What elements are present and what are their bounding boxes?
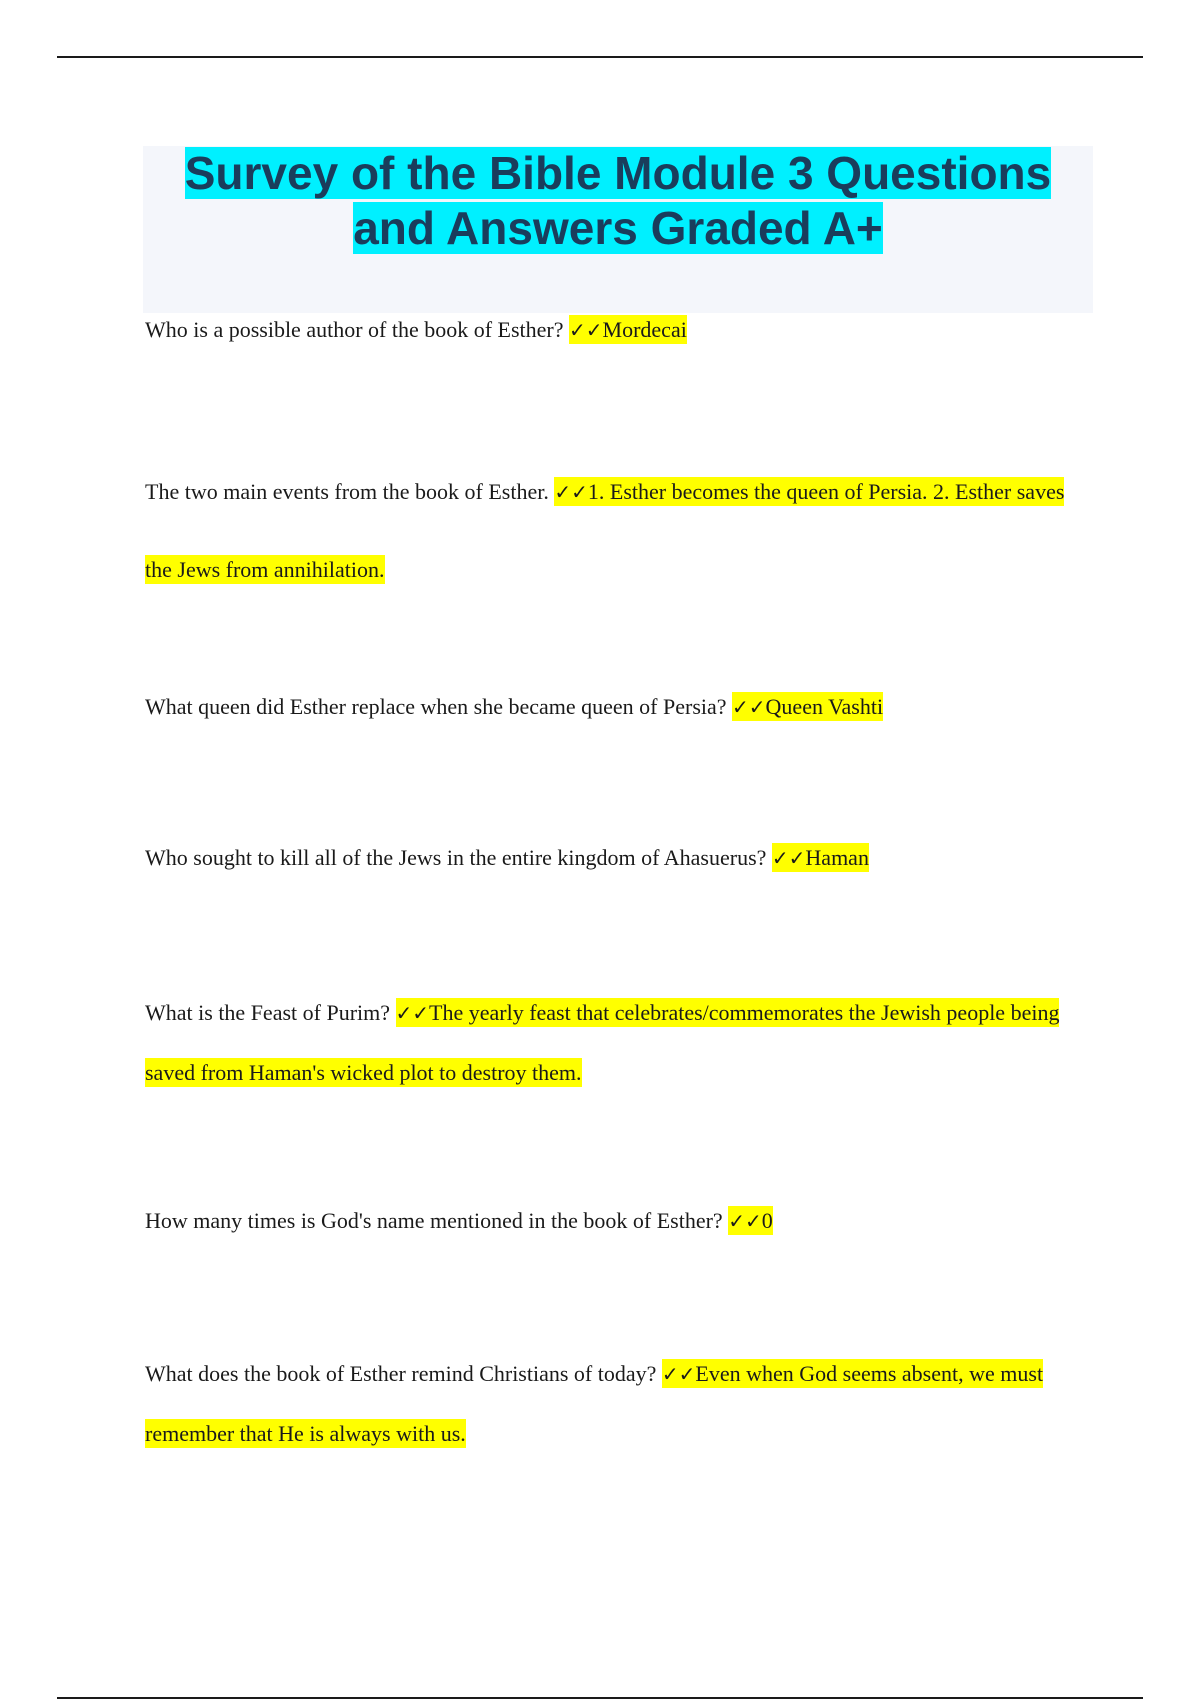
answer-text: 0 — [761, 1208, 773, 1233]
answer-text: Even when God seems absent, we must remember that He is always with us. — [145, 1361, 1044, 1446]
double-check-icon: ✓✓ — [569, 318, 603, 342]
answer-text: Haman — [805, 845, 869, 870]
answer-highlight — [772, 843, 869, 872]
question-text: The two main events from the book of Esther. — [145, 479, 549, 504]
qa-item-6 — [145, 1191, 1085, 1251]
title-block — [143, 146, 1093, 313]
double-check-icon: ✓✓ — [732, 695, 766, 719]
footer-rule — [57, 1697, 1143, 1699]
question-text: What queen did Esther replace when she became queen of Persia? — [145, 694, 727, 719]
qa-item-3 — [145, 677, 1085, 737]
qa-item-2 — [145, 453, 1085, 608]
double-check-icon: ✓✓ — [728, 1209, 762, 1233]
qa-item-7 — [145, 1344, 1085, 1464]
question-text: What does the book of Esther remind Christians of today? — [145, 1361, 657, 1386]
question-text: What is the Feast of Purim? — [145, 1000, 391, 1025]
header-rule — [57, 56, 1143, 58]
document-title-line-2: and Answers Graded A+ — [353, 202, 883, 254]
qa-item-5 — [145, 983, 1085, 1103]
double-check-icon: ✓✓ — [554, 480, 588, 504]
answer-highlight — [569, 315, 687, 344]
qa-item-4 — [145, 828, 1085, 888]
answer-text: Queen Vashti — [765, 694, 884, 719]
answer-text: Mordecai — [602, 317, 687, 342]
document-title-line-1: Survey of the Bible Module 3 Questions — [184, 147, 1052, 199]
answer-highlight — [728, 1206, 773, 1235]
double-check-icon: ✓✓ — [661, 1362, 696, 1386]
qa-item-1 — [145, 300, 1085, 360]
double-check-icon: ✓✓ — [395, 1001, 430, 1025]
question-text: How many times is God's name mentioned in the book of Esther? — [145, 1208, 723, 1233]
answer-text: 1. Esther becomes the queen of Persia. 2. Esther saves the Jews from annihilation. — [145, 479, 1065, 582]
question-text: Who is a possible author of the book of Esther? — [145, 317, 564, 342]
answer-highlight — [732, 692, 883, 721]
question-text: Who sought to kill all of the Jews in the entire kingdom of Ahasuerus? — [145, 845, 767, 870]
answer-text: The yearly feast that celebrates/commemorates the Jewish people being saved from Haman's wicked plot to destroy them. — [145, 1000, 1060, 1085]
double-check-icon: ✓✓ — [771, 846, 806, 870]
